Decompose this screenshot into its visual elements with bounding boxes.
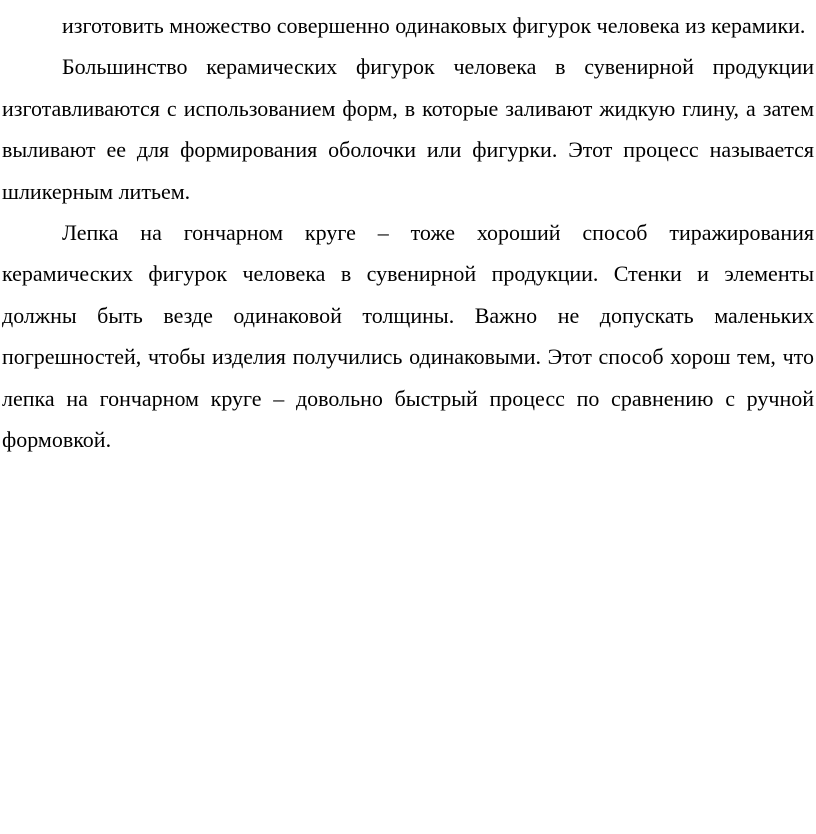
paragraph-continuation: изготовить множество совершенно одинаковых фигурок человека из керамики. <box>62 13 806 38</box>
paragraph-pottery-wheel: Лепка на гончарном круге – тоже хороший способ тиражирования керамических фигурок человека в сувенирной продукции. Стенки и элементы должны быть везде одинаковой толщины. Важно не допускать маленьких погрешностей, чтобы изделия получились одинаковыми. Этот способ хорош тем, что лепка на гончарном круге – довольно быстрый процесс по сравнению с ручной формовкой. <box>2 220 814 453</box>
paragraph-slip-casting: Большинство керамических фигурок человека в сувенирной продукции изготавливаются с использованием форм, в которые заливают жидкую глину, а затем выливают ее для формирования оболочки или фигурки. Этот процесс называется шликерным литьем. <box>2 54 814 204</box>
